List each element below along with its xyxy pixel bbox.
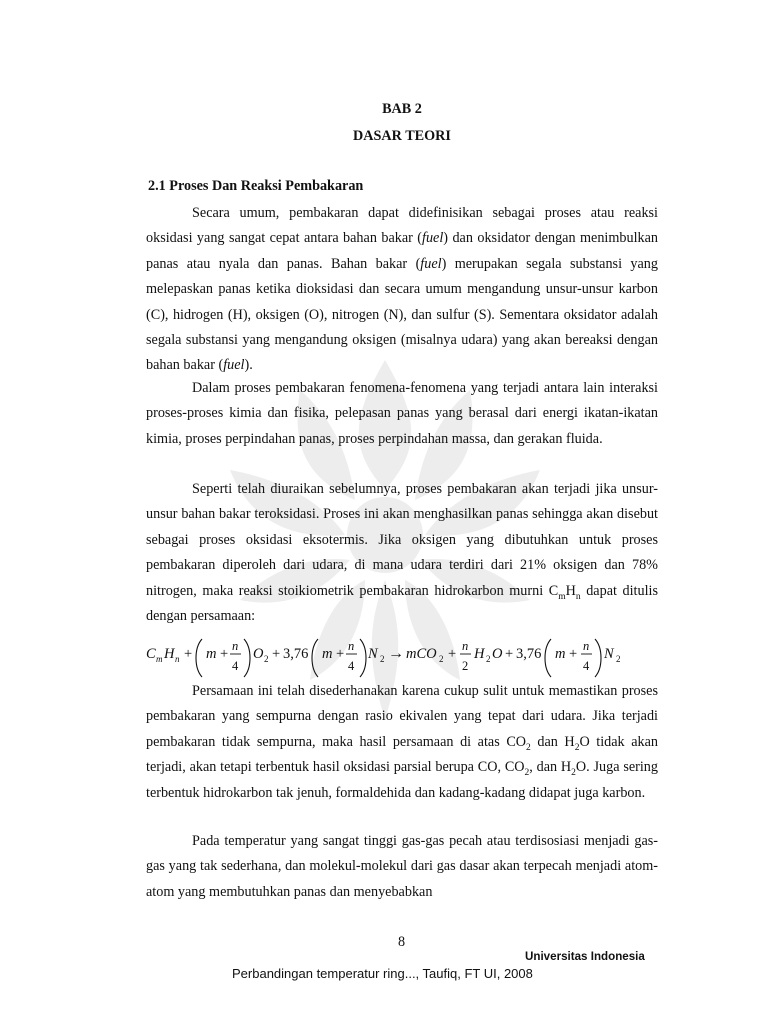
svg-text:mCO: mCO xyxy=(406,646,437,662)
paragraph-5: Pada temperatur yang sangat tinggi gas-gas pecah atau terdisosiasi menjadi gas-gas yang tak sederhana, dan molekul-molekul dari gas dasar akan terpecah menjadi atom-atom yang membutuhkan panas dan menyebabkan xyxy=(146,833,658,900)
svg-text:N: N xyxy=(604,646,614,662)
svg-text:O: O xyxy=(253,646,264,662)
paragraph-4: Persamaan ini telah disederhanakan karena cukup sulit untuk memastikan proses pembakaran yang sempurna dengan rasio ekivalen yang tepat dari udara. Jika terjadi pembakaran tidak sempurna, maka hasil persamaan di atas $CO_2$ dan $H_2O$ tidak akan terjadi, akan tetapi terbentuk hasil oksidasi parsial berupa CO, $CO_2$, dan $H_2O$. Juga sering terbentuk hidrokarbon tak jenuh, formaldehida dan kadang-kadang didapat juga karbon. xyxy=(146,683,658,801)
svg-text:n: n xyxy=(462,639,469,653)
svg-text:+: + xyxy=(220,646,229,662)
svg-text:n: n xyxy=(583,639,590,653)
svg-text:+: + xyxy=(505,646,514,662)
svg-text:2: 2 xyxy=(462,659,469,673)
svg-text:+: + xyxy=(569,646,578,662)
svg-text:m: m xyxy=(555,646,566,662)
svg-text:4: 4 xyxy=(232,659,239,673)
svg-text:+: + xyxy=(184,646,193,662)
svg-text:N: N xyxy=(368,646,378,662)
paragraph-2: Dalam proses pembakaran fenomena-fenomena yang terjadi antara lain interaksi proses-proses kimia dan fisika, pelepasan panas yang berasal dari energi ikatan-ikatan kimia, proses perpindahan panas, proses perpindahan massa, dan gerakan fluida. xyxy=(146,380,658,447)
svg-text:+: + xyxy=(272,646,281,662)
svg-text:+: + xyxy=(448,646,457,662)
svg-text:m: m xyxy=(156,654,163,664)
svg-text:2: 2 xyxy=(439,654,444,664)
svg-text:n: n xyxy=(348,639,355,653)
svg-text:m: m xyxy=(322,646,333,662)
svg-text:2: 2 xyxy=(380,654,385,664)
chapter-number: BAB 2 xyxy=(382,101,422,117)
chapter-title: DASAR TEORI xyxy=(353,128,451,144)
footer-note: Perbandingan temperatur ring..., Taufiq, FT UI, 2008 xyxy=(232,966,533,981)
svg-text:H: H xyxy=(164,646,175,662)
svg-text:3,76: 3,76 xyxy=(516,646,542,662)
paragraph-1: Secara umum, pembakaran dapat didefinisikan sebagai proses atau reaksi oksidasi yang sangat cepat antara bahan bakar (fuel) dan oksidator dengan menimbulkan panas atau nyala dan panas. Bahan bakar (fuel) merupakan segala substansi yang melepaskan panas ketika dioksidasi dan secara umum mengandung unsur-unsur karbon (C), hidrogen (H), oksigen (O), nitrogen (N), dan sulfur (S). Sementara oksidator adalah segala substansi yang mengandung oksigen (misalnya udara) yang akan bereaksi dengan bahan bakar (fuel). xyxy=(146,205,659,374)
page-number: 8 xyxy=(398,934,406,950)
svg-text:n: n xyxy=(175,654,180,664)
university-name: Universitas Indonesia xyxy=(525,950,645,963)
svg-text:2: 2 xyxy=(616,654,621,664)
svg-text:m: m xyxy=(206,646,217,662)
svg-text:O: O xyxy=(492,646,503,662)
svg-text:H: H xyxy=(474,646,485,662)
fuel-formula: $C_mH_n$ xyxy=(548,582,581,602)
svg-text:3,76: 3,76 xyxy=(283,646,309,662)
section-heading: 2.1 Proses Dan Reaksi Pembakaran xyxy=(148,178,364,194)
svg-text:2: 2 xyxy=(264,654,269,664)
svg-text:C: C xyxy=(146,646,156,662)
svg-text:→: → xyxy=(388,645,404,662)
svg-text:+: + xyxy=(336,646,345,662)
svg-text:4: 4 xyxy=(348,659,355,673)
combustion-equation xyxy=(146,632,658,682)
svg-text:4: 4 xyxy=(583,659,590,673)
svg-text:2: 2 xyxy=(486,654,491,664)
svg-text:n: n xyxy=(232,639,239,653)
paragraph-3: Seperti telah diuraikan sebelumnya, proses pembakaran akan terjadi jika unsur-unsur bahan bakar teroksidasi. Proses ini akan menghasilkan panas sehingga akan disebut sebagai proses oksidasi eksotermis. Jika oksigen yang dibutuhkan untuk proses pembakaran diperoleh dari udara, di mana udara terdiri dari 21% oksigen dan 78% nitrogen, maka reaksi stoikiometrik pembakaran hidrokarbon murni $C_mH_n$ dapat ditulis dengan persamaan: xyxy=(146,481,658,625)
